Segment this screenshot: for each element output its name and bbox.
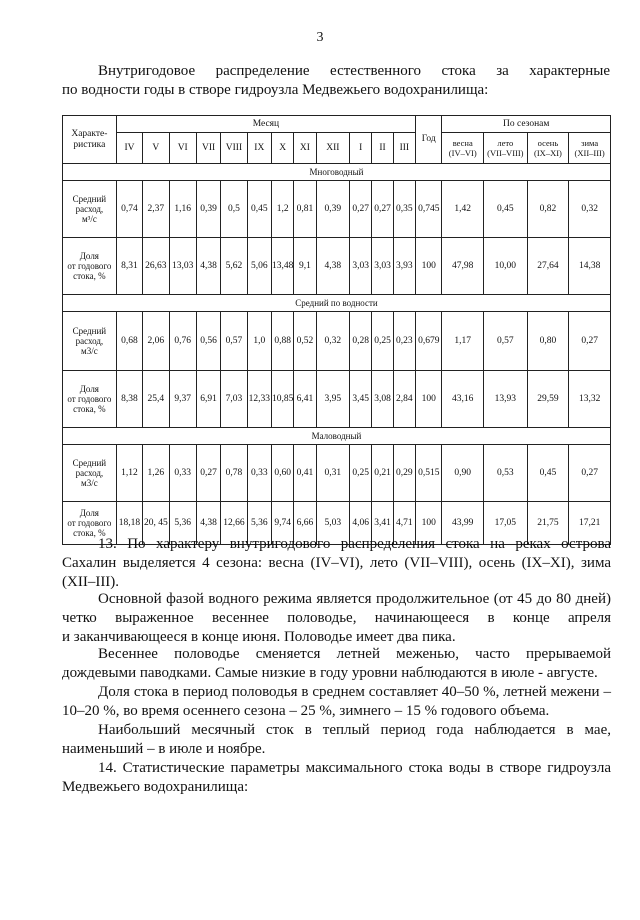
year-value: 0,679: [416, 312, 442, 371]
month-value: 0,60: [271, 445, 293, 502]
month-value: 3,95: [316, 371, 349, 428]
month-value: 3,03: [372, 238, 393, 295]
month-value: 0,35: [393, 181, 415, 238]
month-value: 8,31: [116, 238, 142, 295]
month-value: 9,37: [169, 371, 196, 428]
season-value: 0,90: [442, 445, 484, 502]
month-value: 0,27: [350, 181, 372, 238]
month-col-header: IX: [247, 133, 271, 164]
paragraph-main-phase: [62, 590, 611, 647]
month-value: 0,33: [247, 445, 271, 502]
parameter-label: Средний расход, м³/с: [63, 181, 117, 238]
season-value: 0,80: [527, 312, 569, 371]
parameter-label: Средний расход, м3/с: [63, 445, 117, 502]
month-value: 12,33: [247, 371, 271, 428]
month-value: 5,62: [221, 238, 247, 295]
group-header: Средний по водности: [63, 295, 611, 312]
season-value: 13,93: [484, 371, 528, 428]
season-value: 29,59: [527, 371, 569, 428]
group-header: Маловодный: [63, 428, 611, 445]
month-value: 3,41: [372, 502, 393, 545]
month-value: 0,31: [316, 445, 349, 502]
season-value: 0,45: [484, 181, 528, 238]
parameter-label: Средний расход, м3/с: [63, 312, 117, 371]
table-row: [63, 445, 611, 502]
paragraph-spring-flood: [62, 645, 611, 683]
month-value: 9,1: [294, 238, 316, 295]
month-value: 3,45: [350, 371, 372, 428]
month-value: 0,28: [350, 312, 372, 371]
month-value: 0,52: [294, 312, 316, 371]
month-value: 5,03: [316, 502, 349, 545]
month-value: 12,66: [221, 502, 247, 545]
month-value: 0,68: [116, 312, 142, 371]
month-col-header: VIII: [221, 133, 247, 164]
month-value: 9,74: [271, 502, 293, 545]
season-value: 0,32: [569, 181, 611, 238]
month-col-header: V: [143, 133, 169, 164]
text-line: 10–20 %, во время осеннего сезона – 25 %, зимнего – 15 % годового объема.: [62, 703, 550, 719]
month-value: 0,39: [316, 181, 349, 238]
season-value: 0,82: [527, 181, 569, 238]
text-line: 13. По характеру внутригодового распределения стока на реках острова: [98, 536, 611, 552]
season-value: 17,05: [484, 502, 528, 545]
month-value: 1,16: [169, 181, 196, 238]
season-value: 43,99: [442, 502, 484, 545]
year-value: 100: [416, 502, 442, 545]
title-line-1: Внутригодовое распределение естественного стока за характерные: [98, 63, 610, 79]
month-value: 0,41: [294, 445, 316, 502]
month-value: 18,18: [116, 502, 142, 545]
text-line: дождевыми паводками. Самые низкие в году уровни наблюдаются в июле - августе.: [62, 665, 598, 681]
month-value: 0,57: [221, 312, 247, 371]
paragraph-13: [62, 535, 611, 592]
month-value: 2,06: [143, 312, 169, 371]
year-header: Год: [416, 116, 442, 164]
month-value: 2,37: [143, 181, 169, 238]
month-value: 3,08: [372, 371, 393, 428]
month-value: 0,23: [393, 312, 415, 371]
month-value: 6,91: [196, 371, 220, 428]
table-row: [63, 238, 611, 295]
text-line: Наибольший месячный сток в теплый период года наблюдается в мае,: [98, 722, 611, 738]
parameter-label: Доля от годового стока, %: [63, 502, 117, 545]
title-line-2: по водности годы в створе гидроузла Медвежьего водохранилища:: [62, 82, 489, 98]
month-value: 1,2: [271, 181, 293, 238]
runoff-distribution-table: [62, 115, 611, 545]
characteristic-header: Характе-ристика: [63, 116, 117, 164]
table-title: [62, 62, 610, 100]
month-value: 25,4: [143, 371, 169, 428]
month-value: 0,27: [372, 181, 393, 238]
group-header: Многоводный: [63, 164, 611, 181]
season-col-header: зима (XII–III): [569, 133, 611, 164]
month-value: 1,12: [116, 445, 142, 502]
month-value: 0,27: [196, 445, 220, 502]
month-value: 0,76: [169, 312, 196, 371]
season-value: 0,57: [484, 312, 528, 371]
month-value: 4,06: [350, 502, 372, 545]
season-value: 27,64: [527, 238, 569, 295]
month-value: 0,33: [169, 445, 196, 502]
year-value: 0,515: [416, 445, 442, 502]
month-header: Месяц: [116, 116, 415, 133]
month-value: 7,03: [221, 371, 247, 428]
month-value: 3,03: [350, 238, 372, 295]
season-value: 1,17: [442, 312, 484, 371]
paragraph-runoff-share: [62, 683, 611, 721]
season-value: 47,98: [442, 238, 484, 295]
month-value: 4,38: [196, 238, 220, 295]
year-value: 0,745: [416, 181, 442, 238]
paragraph-14: [62, 759, 611, 797]
month-value: 0,81: [294, 181, 316, 238]
month-value: 13,03: [169, 238, 196, 295]
month-value: 0,25: [372, 312, 393, 371]
text-line: Медвежьего водохранилища:: [62, 779, 249, 795]
season-value: 0,27: [569, 312, 611, 371]
month-col-header: XI: [294, 133, 316, 164]
season-value: 0,45: [527, 445, 569, 502]
table-row: [63, 181, 611, 238]
text-line: наименьший – в июле и ноябре.: [62, 741, 266, 757]
month-col-header: XII: [316, 133, 349, 164]
season-value: 43,16: [442, 371, 484, 428]
text-line: Доля стока в период половодья в среднем составляет 40–50 %, летней межени –: [98, 684, 611, 700]
year-value: 100: [416, 238, 442, 295]
month-value: 5,06: [247, 238, 271, 295]
month-value: 4,38: [196, 502, 220, 545]
season-value: 21,75: [527, 502, 569, 545]
season-value: 0,53: [484, 445, 528, 502]
month-value: 0,78: [221, 445, 247, 502]
season-value: 14,38: [569, 238, 611, 295]
month-value: 0,32: [316, 312, 349, 371]
season-col-header: весна (IV–VI): [442, 133, 484, 164]
month-col-header: III: [393, 133, 415, 164]
month-value: 20, 45: [143, 502, 169, 545]
month-value: 0,39: [196, 181, 220, 238]
month-value: 6,41: [294, 371, 316, 428]
season-col-header: лето (VII–VIII): [484, 133, 528, 164]
seasons-header: По сезонам: [442, 116, 611, 133]
month-value: 0,5: [221, 181, 247, 238]
month-value: 0,56: [196, 312, 220, 371]
season-value: 17,21: [569, 502, 611, 545]
text-line: 14. Статистические параметры максимального стока воды в створе гидроузла: [98, 760, 611, 776]
month-value: 13,48: [271, 238, 293, 295]
page-number: 3: [316, 30, 324, 45]
month-value: 0,29: [393, 445, 415, 502]
month-col-header: X: [271, 133, 293, 164]
text-line: (XII–III).: [62, 574, 120, 590]
month-col-header: I: [350, 133, 372, 164]
season-value: 13,32: [569, 371, 611, 428]
season-value: 1,42: [442, 181, 484, 238]
month-value: 6,66: [294, 502, 316, 545]
paragraph-max-runoff: [62, 721, 611, 759]
season-col-header: осень (IX–XI): [527, 133, 569, 164]
month-col-header: IV: [116, 133, 142, 164]
month-value: 1,26: [143, 445, 169, 502]
month-value: 0,25: [350, 445, 372, 502]
text-line: Основной фазой водного режима является продолжительное (от 45 до 80 дней): [98, 591, 611, 607]
parameter-label: Доля от годового стока, %: [63, 238, 117, 295]
parameter-label: Доля от годового стока, %: [63, 371, 117, 428]
season-value: 0,27: [569, 445, 611, 502]
table-row: [63, 371, 611, 428]
month-value: 1,0: [247, 312, 271, 371]
month-col-header: VII: [196, 133, 220, 164]
text-line: Сахалин выделяется 4 сезона: весна (IV–VI), лето (VII–VIII), осень (IX–XI), зима: [62, 555, 611, 571]
month-value: 4,38: [316, 238, 349, 295]
month-value: 0,45: [247, 181, 271, 238]
month-value: 5,36: [169, 502, 196, 545]
month-col-header: VI: [169, 133, 196, 164]
month-value: 10,85: [271, 371, 293, 428]
month-value: 4,71: [393, 502, 415, 545]
month-value: 2,84: [393, 371, 415, 428]
table-row: [63, 312, 611, 371]
text-line: и заканчивающееся в конце июня. Половодье имеет два пика.: [62, 629, 456, 645]
month-value: 0,74: [116, 181, 142, 238]
month-value: 26,63: [143, 238, 169, 295]
text-line: Весеннее половодье сменяется летней меженью, часто прерываемой: [98, 646, 611, 662]
table-body: [63, 164, 611, 545]
month-value: 5,36: [247, 502, 271, 545]
month-value: 3,93: [393, 238, 415, 295]
month-value: 8,38: [116, 371, 142, 428]
text-line: четко выраженное весеннее половодье, начинающееся в конце апреля: [62, 610, 611, 626]
month-value: 0,88: [271, 312, 293, 371]
season-value: 10,00: [484, 238, 528, 295]
month-value: 0,21: [372, 445, 393, 502]
month-col-header: II: [372, 133, 393, 164]
year-value: 100: [416, 371, 442, 428]
